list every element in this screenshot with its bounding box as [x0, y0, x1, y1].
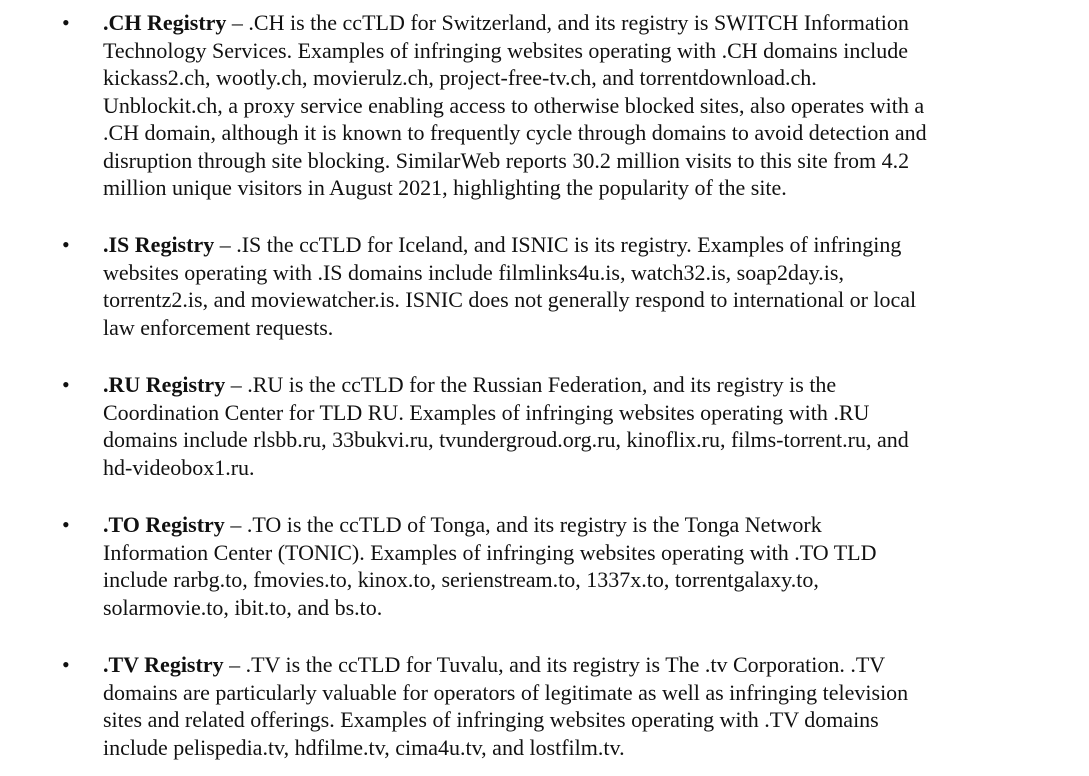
entry-line [103, 9, 909, 37]
entry-line: law enforcement requests. [103, 314, 334, 340]
entry-line: Unblockit.ch, a proxy service enabling access to otherwise blocked sites, also operates with a [103, 92, 925, 118]
entry-line [103, 651, 885, 679]
entry-line: Coordination Center for TLD RU. Examples of infringing websites operating with .RU [103, 399, 870, 425]
entry-line: Technology Services. Examples of infringing websites operating with .CH domains include [103, 37, 908, 63]
bullet-icon: • [62, 10, 70, 35]
entry-title: .TO Registry [103, 512, 225, 537]
entry-line: domains include rlsbb.ru, 33bukvi.ru, tvundergroud.org.ru, kinoflix.ru, films-torrent.ru, and [103, 427, 909, 452]
entry-line: torrentz2.is, and moviewatcher.is. ISNIC does not generally respond to international or local [103, 287, 917, 312]
entry-line [103, 231, 901, 259]
entry-text: – .RU is the ccTLD for the Russian Federation, and its registry is the [225, 372, 837, 397]
entry-line: sites and related offerings. Examples of infringing websites operating with .TV domains [103, 707, 879, 732]
entry-line: hd-videobox1.ru. [103, 454, 255, 480]
bullet-icon: • [62, 652, 70, 677]
entry-line: million unique visitors in August 2021, highlighting the popularity of the site. [103, 175, 787, 200]
bullet-icon: • [62, 372, 70, 397]
entry-title: .IS Registry [103, 232, 215, 257]
entry-line: disruption through site blocking. SimilarWeb reports 30.2 million visits to this site from 4.2 [103, 147, 910, 173]
entry-line: include pelispedia.tv, hdfilme.tv, cima4u.tv, and lostfilm.tv. [103, 734, 625, 760]
entry-line: Information Center (TONIC). Examples of infringing websites operating with .TO TLD [103, 539, 877, 565]
entry-title: .RU Registry [103, 372, 226, 397]
entry-text: – .TO is the ccTLD of Tonga, and its registry is the Tonga Network [224, 512, 822, 537]
entry-text: – .TV is the ccTLD for Tuvalu, and its registry is The .tv Corporation. .TV [223, 652, 886, 677]
entry-line: websites operating with .IS domains include filmlinks4u.is, watch32.is, soap2day.is, [103, 259, 844, 285]
entry-title: .CH Registry [103, 10, 227, 35]
entry-line: kickass2.ch, wootly.ch, movierulz.ch, project-free-tv.ch, and torrentdownload.ch. [103, 65, 817, 90]
entry-line [103, 511, 822, 539]
entry-text: – .IS the ccTLD for Iceland, and ISNIC is its registry. Examples of infringing [214, 232, 902, 257]
entry-line [103, 371, 836, 399]
entry-title: .TV Registry [103, 652, 224, 677]
entry-line: .CH domain, although it is known to frequently cycle through domains to avoid detection and [103, 120, 927, 145]
bullet-icon: • [62, 512, 70, 537]
entry-line: domains are particularly valuable for operators of legitimate as well as infringing television [103, 679, 909, 705]
entry-line: include rarbg.to, fmovies.to, kinox.to, serienstream.to, 1337x.to, torrentgalaxy.to, [103, 567, 819, 592]
entry-line: solarmovie.to, ibit.to, and bs.to. [103, 594, 383, 620]
bullet-icon: • [62, 232, 70, 257]
entry-text: – .CH is the ccTLD for Switzerland, and its registry is SWITCH Information [226, 10, 909, 35]
